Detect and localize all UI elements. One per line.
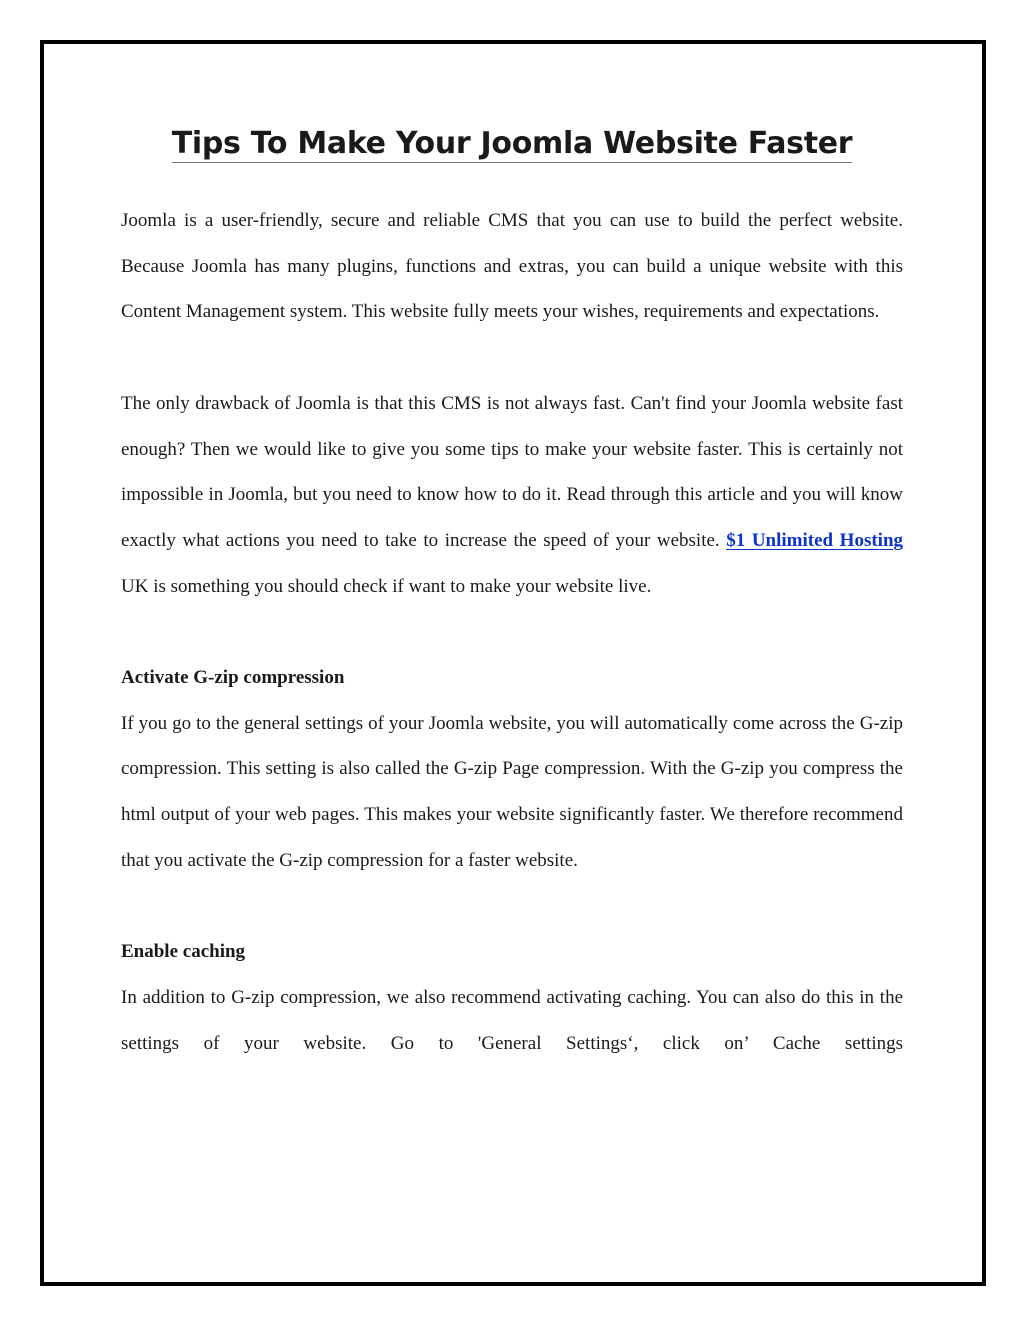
second-paragraph [121, 381, 903, 610]
section-body-caching: In addition to G-zip compression, we also recommend activating caching. You can also do this in the settings of your website. Go to 'General Settings‘, click on’ Cache settings [121, 986, 903, 1054]
unlimited-hosting-link[interactable]: $1 Unlimited Hosting [726, 529, 904, 551]
document-body [121, 198, 903, 1066]
document-title: Tips To Make Your Joomla Website Faster [171, 126, 853, 161]
section-heading-gzip: Activate G-zip compression [121, 667, 345, 688]
second-paragraph-text-end: UK is something you should check if want to make your website live. [121, 575, 652, 597]
section-heading-caching: Enable caching [121, 941, 246, 963]
second-paragraph-text-start: The only drawback of Joomla is that this CMS is not always fast. Can't find your Joomla website fast enough? Then we would like to give you some tips to make your website faster. This is certainly not impossible in Joomla, but you need to know how to do it. Read through this article and you will know exactly what actions you need to take to increase the speed of your website. [121, 392, 903, 551]
section-body-gzip: If you go to the general settings of your Joomla website, you will automatically come across the G-zip compression. This setting is also called the G-zip Page compression. With the G-zip you compress the html output of your web pages. This makes your website significantly faster. We therefore recommend that you activate the G-zip compression for a faster website. [121, 712, 903, 871]
intro-paragraph: Joomla is a user-friendly, secure and reliable CMS that you can use to build the perfect website. Because Joomla has many plugins, functions and extras, you can build a unique website with this Content Management system. This website fully meets your wishes, requirements and expectations. [121, 210, 903, 323]
document-title-container [0, 124, 1024, 164]
